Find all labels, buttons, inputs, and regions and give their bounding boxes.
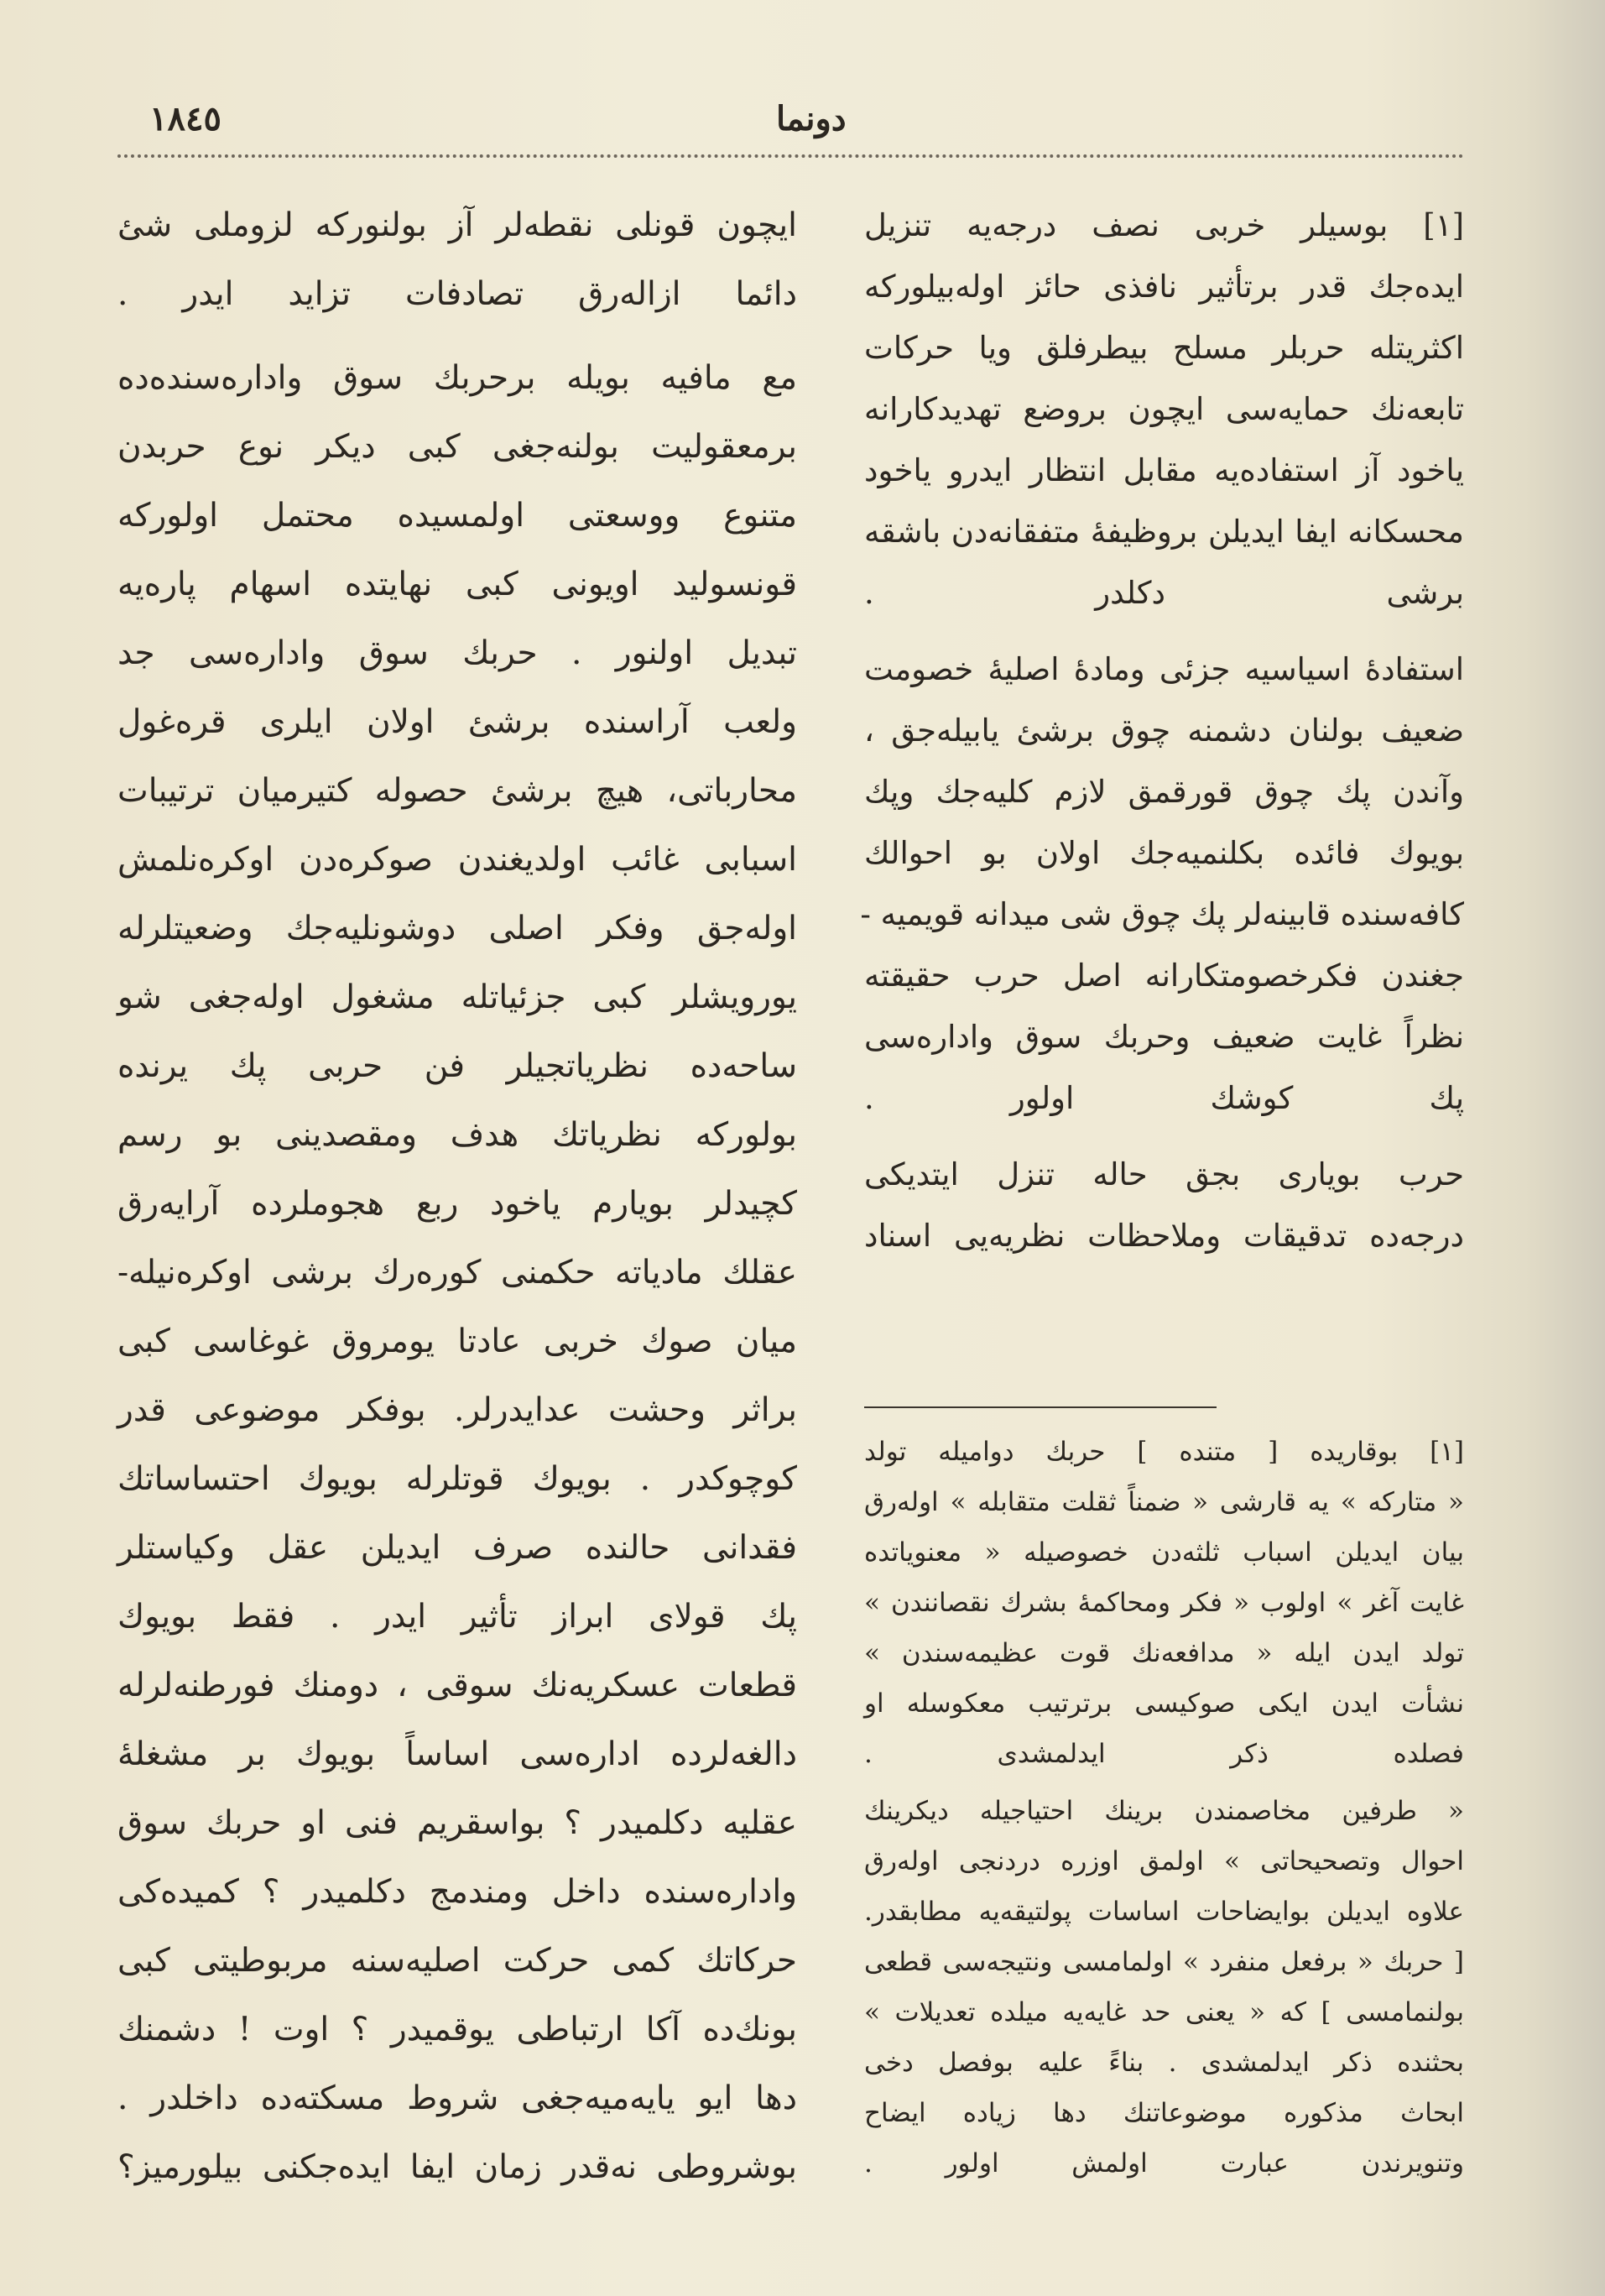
text-line: براثر وحشت عدايدرلر. بوفكر موضوعى قدر: [117, 1391, 797, 1429]
text-line: استفادهٔ اسياسيه جزئى ومادهٔ اصليهٔ خصومت: [864, 651, 1464, 687]
text-line: دها ايو يايه‌ميه‌جغى شروط مسكته‌ده داخلدر .: [117, 2079, 797, 2117]
text-line: بحثنده ذكر ايدلمشدى . بناءً عليه بوفصل دخى: [864, 2048, 1464, 2078]
text-line: ضعيف بولنان دشمنه چوق برشئ يابيله‌جق ،: [864, 712, 1464, 749]
text-line: ياخود آز استفاده‌يه مقابل انتظار ايدرو ياخود: [864, 452, 1464, 488]
text-line: محارباتى، هيچ برشئ حصوله كتيرميان ترتيبات: [117, 772, 797, 810]
footnote-separator: [864, 1406, 1217, 1408]
text-line: بوشروطى نه‌قدر زمان ايفا ايده‌جكنى بيلورميز؟: [117, 2148, 797, 2186]
text-line: فصلده ذكر ايدلمشدى .: [864, 1739, 1464, 1769]
left-column-text: [117, 191, 797, 2202]
text-line: محسكانه ايفا ايديلن بروظيفهٔ متفقانه‌دن باشقه: [864, 514, 1464, 550]
text-line: بويوك فائده بكلنميه‌جك اولان بو احوالك: [864, 835, 1464, 871]
text-line: نشأت ايدن ايكى صوكيسى برترتيب معكوسله او: [864, 1688, 1464, 1719]
text-line: ايچون قونلى نقطه‌لر آز بولنوركه لزوملى شئ: [117, 206, 797, 244]
text-line: عقلك مادياته حكمنى كوره‌رك برشى اوكره‌نيله-: [117, 1254, 797, 1292]
paragraph-gap: [117, 329, 797, 344]
text-line: ميان صوك خربى عادتا يومروق غوغاسى كبى: [117, 1323, 797, 1360]
text-line: دالغه‌لرده اداره‌سى اساساً بويوك بر مشغلهٔ: [117, 1735, 797, 1773]
running-title: دونما: [776, 99, 847, 138]
text-line: [ حربك « برفعل منفرد » اولمامسى ونتيجه‌سى قطعى: [864, 1947, 1464, 1977]
paragraph-gap: [864, 1129, 1464, 1144]
text-line: وتنويرندن عبارت اولمش اولور .: [864, 2148, 1464, 2179]
text-line: مع مافيه بويله برحربك سوق واداره‌سنده‌ده: [117, 359, 797, 397]
text-line: واداره‌سنده داخل ومندمج دكلميدر ؟ كميده‌كى: [117, 1873, 797, 1911]
text-line: فقدانى حالنده صرف ايديلن عقل وكياستلر: [117, 1529, 797, 1567]
text-line: اكثريتله حربلر مسلح بيطرفلق ويا حركات: [864, 330, 1464, 366]
text-line: برشى دكلدر .: [864, 575, 1464, 611]
text-line: حركاتك كمى حركت اصليه‌سنه مربوطيتى كبى: [117, 1942, 797, 1980]
text-line: « متاركه » يه قارشى « ضمناً ثقلت متقابله » اوله‌رق: [864, 1487, 1464, 1517]
text-line: نظراً غايت ضعيف وحربك سوق واداره‌سى: [864, 1019, 1464, 1055]
text-line: دائما ازاله‌رق تصادفات تزايد ايدر .: [117, 275, 797, 313]
text-line: عقليه دكلميدر ؟ بواسقريم فنى او حربك سوق: [117, 1804, 798, 1842]
text-line: بولوركه نظرياتك هدف ومقصدينى بو رسم: [117, 1116, 797, 1154]
text-line: بولنمامسى ] كه « يعنى حد غايه‌يه ميلده تعديلات »: [864, 1997, 1464, 2027]
text-line: احوال وتصحيحاتى » اولمق اوزره دردنجى اوله‌رق: [864, 1846, 1464, 1876]
text-line: اوله‌جق وفكر اصلى دوشونليه‌جك وضعيتلرله: [117, 910, 797, 947]
text-line: بيان ايديلن اسباب ثلثه‌دن خصوصيله « معنوياتده: [864, 1537, 1464, 1568]
text-line: بونك‌ده آكا ارتباطى يوقميدر ؟ اوت ! دشمنك: [117, 2011, 797, 2048]
text-line: پك كوشك اولور .: [864, 1080, 1464, 1116]
text-line: [١] بوقاريده [ متنده ] حربك دواميله تولد: [864, 1437, 1464, 1467]
header-dotted-rule: [117, 154, 1464, 158]
text-line: اسبابى غائب اولديغندن صوكره‌دن اوكره‌نلمش: [117, 841, 797, 879]
text-line: كافه‌سنده قابينه‌لر پك چوق شى ميدانه قويميه -: [860, 896, 1464, 932]
text-line: ابحاث مذكوره موضوعاتنك دها زياده ايضاح: [864, 2098, 1464, 2128]
text-line: پك قولاى ابراز تأثير ايدر . فقط بويوك: [117, 1598, 797, 1636]
text-line: وآندن پك چوق قورقمق لازم كليه‌جك وپك: [864, 774, 1464, 810]
right-column-text: [860, 195, 1464, 1266]
text-line: « طرفين مخاصمندن برينك احتياجيله ديكرينك: [864, 1796, 1464, 1826]
text-line: تابعه‌نك حمايه‌سى ايچون بروضع تهديدكارانه: [864, 391, 1464, 427]
text-line: ساحه‌ده نظرياتجيلر فن حربى پك يرنده: [117, 1047, 797, 1085]
text-line: متنوع ووسعتى اولمسيده محتمل اولوركه: [117, 497, 797, 535]
text-line: برمعقوليت بولنه‌جغى كبى ديكر نوع حربدن: [117, 428, 797, 466]
text-line: كچيدلر بويارم ياخود ربع هجوملرده آرايه‌رق: [117, 1185, 797, 1223]
text-line: جغندن فكرخصومتكارانه اصل حرب حقيقته: [864, 958, 1464, 994]
text-line: [١] بوسيلر خربى نصف درجه‌يه تنزيل: [864, 207, 1464, 243]
footnote-text: [864, 1427, 1464, 2189]
page-number: ١٨٤٥: [149, 99, 221, 138]
text-line: تبديل اولنور . حربك سوق واداره‌سى جد: [117, 634, 797, 672]
text-line: كوچوكدر . بويوك قوتلرله بويوك احتساساتك: [117, 1460, 797, 1498]
text-line: قونسوليد اويونى كبى نهايتده اسهام پاره‌يه: [117, 566, 797, 603]
text-line: ايده‌جك قدر برتأثير نافذى حائز اوله‌بيلوركه: [864, 269, 1464, 305]
text-line: ولعب آراسنده برشئ اولان ايلرى قره‌غول: [117, 703, 797, 741]
text-line: درجه‌ده تدقيقات وملاحظات نظريه‌يى اسناد: [864, 1218, 1464, 1254]
paragraph-gap: [864, 624, 1464, 639]
text-line: علاوه ايديلن بوايضاحات اساسات پولتيقه‌يه مطابقدر.: [864, 1897, 1464, 1927]
text-line: غايت آغر » اولوب « فكر ومحاكمهٔ بشرك نقصانندن »: [864, 1588, 1464, 1618]
paragraph-gap: [864, 1779, 1464, 1786]
text-line: قطعات عسكريه‌نك سوقى ، دومنك فورطنه‌لرله: [117, 1667, 797, 1704]
text-line: تولد ايدن ايله « مدافعه‌نك قوت عظيمه‌سندن »: [864, 1638, 1464, 1668]
text-line: حرب بويارى بجق حاله تنزل ايتديكى: [864, 1156, 1464, 1192]
text-line: يورويشلر كبى جزئياتله مشغول اوله‌جغى شو: [117, 978, 797, 1016]
